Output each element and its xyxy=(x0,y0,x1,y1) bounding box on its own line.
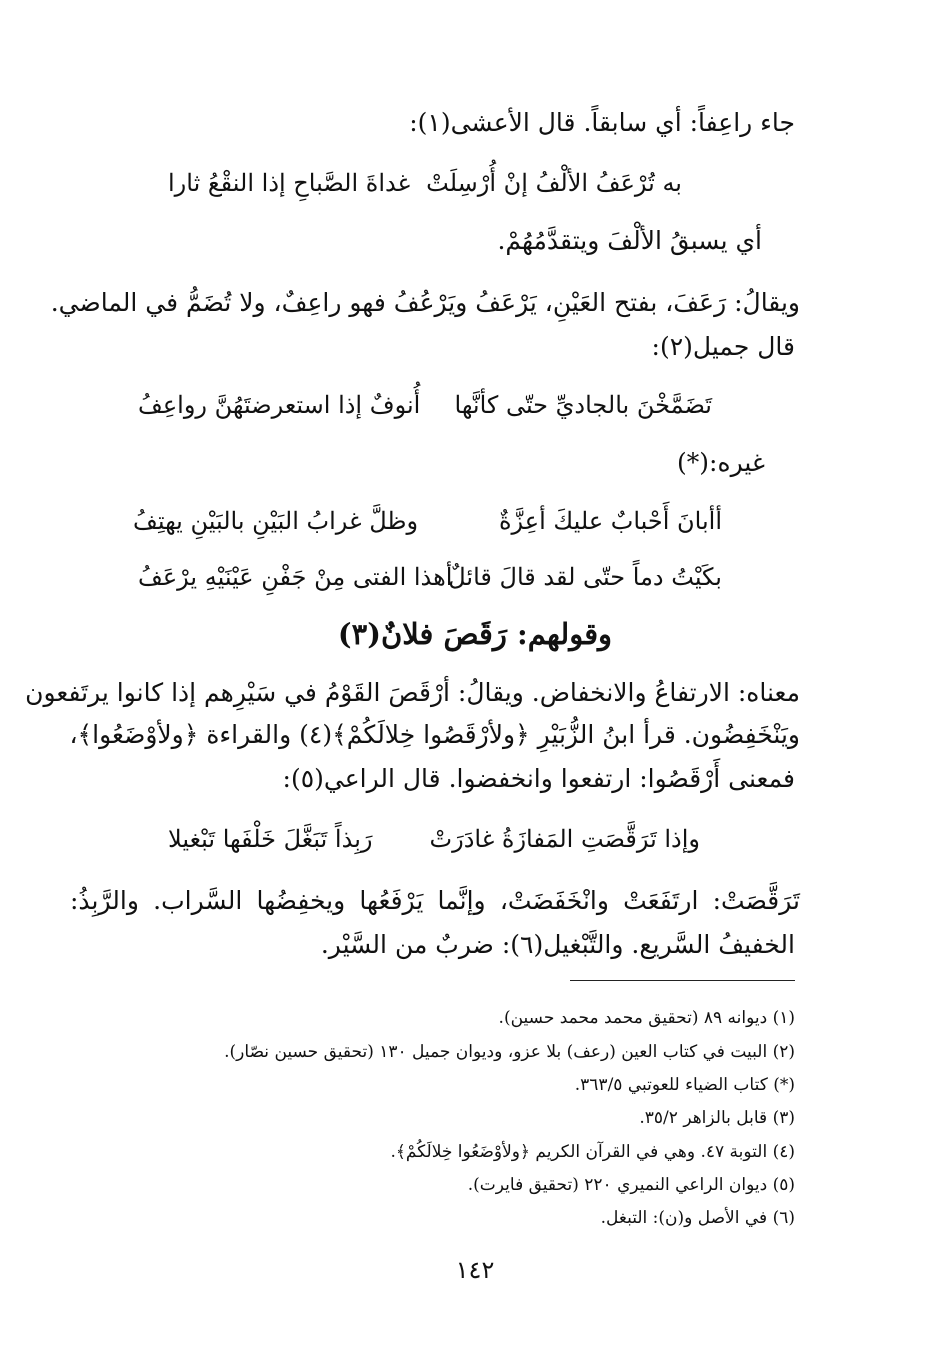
section-heading: وقولهم: رَقَصَ فلانٌ(٣) xyxy=(337,617,613,651)
paragraph-line: الخفيفُ السَّريع. والتَّبْغيل(٦): ضربٌ من السَّيْر. xyxy=(320,930,795,959)
paragraph-line: قال جميل(٢): xyxy=(651,332,795,361)
verse-hemistich-right: به تُرْعَفُ الألْفُ إنْ أُرْسِلَتْ xyxy=(426,169,682,197)
verse-hemistich-left: أهذا الفتى مِنْ جَفْنِ عَيْنَيْهِ يرْعَفُ xyxy=(138,563,453,591)
paragraph-line: غيره:(*) xyxy=(677,448,765,477)
verse-hemistich-left: غداةَ الصَّباحِ إذا النقْعُ ثارا xyxy=(168,169,411,197)
paragraph-line: معناه: الارتفاعُ والانخفاض. ويقالُ: أرْقَصَ القَوْمُ في سَيْرِهم إذا كانوا يرتَفعون xyxy=(25,678,800,707)
footnote: (٤) التوبة ٤٧. وهي في القرآن الكريم ﴿ولأوْضَعُوا خِلالَكُمْ﴾. xyxy=(390,1142,795,1162)
footnote: (*) كتاب الضياء للعوتبي ٣٦٣/٥. xyxy=(574,1075,795,1095)
verse-hemistich-right: وإذا تَرَقَّصَتِ المَفازَةُ غادَرَتْ xyxy=(429,825,700,853)
paragraph-line: تَرَقَّصَتْ: ارتَفَعَتْ وانْخَفَضَتْ، وإنَّما يَرْفَعُها ويخفِضُها السَّراب. والرَّبِذُ: xyxy=(70,886,800,915)
footnote-divider xyxy=(570,980,795,981)
paragraph-line: فمعنى أَرْقَصُوا: ارتفعوا وانخفضوا. قال الراعي(٥): xyxy=(282,764,795,793)
verse-hemistich-right: بكَيْتُ دماً حتّى لقد قالَ قائلٌ xyxy=(448,563,722,591)
verse-hemistich-right: أأبانَ أَحْبابٌ عليكَ أعِزَّةٌ xyxy=(498,507,722,535)
verse-hemistich-right: تَضَمَّخْنَ بالجاديِّ حتّى كأنَّها xyxy=(454,391,712,419)
verse-hemistich-left: وظلَّ غرابُ البَيْنِ بالبَيْنِ يهتِفُ xyxy=(133,507,419,535)
page-number: ١٤٢ xyxy=(455,1256,495,1284)
footnote: (٣) قابل بالزاهر ٣٥/٢. xyxy=(639,1108,795,1128)
footnote: (٥) ديوان الراعي النميري ٢٢٠ (تحقيق فايرت). xyxy=(467,1175,795,1195)
footnote: (٢) البيت في كتاب العين (رعف) بلا عزو، وديوان جميل ١٣٠ (تحقيق حسين نصّار). xyxy=(224,1042,795,1062)
verse-hemistich-left: أُنوفٌ إذا استعرضتَهُنَّ رواعِفُ xyxy=(138,391,421,419)
paragraph-line: أي يسبقُ الألْفَ ويتقدَّمُهُمْ. xyxy=(497,226,762,255)
paragraph-line: جاء راعِفاً: أي سابقاً. قال الأعشى(١): xyxy=(409,108,795,137)
verse-hemistich-left: رَبِذاً تَبَغَّلَ خَلْفَها تَبْغيلا xyxy=(168,825,373,853)
paragraph-line: ويقالُ: رَعَفَ، بفتح العَيْنِ، يَرْعَفُ ويَرْعُفُ فهو راعِفٌ، ولا تُضَمُّ في الماضي. xyxy=(50,288,800,317)
paragraph-line: ويَنْخَفِضُون. قرأ ابنُ الزُّبَيْرِ ﴿ولأرْقَصُوا خِلالَكُمْ﴾(٤) والقراءة ﴿ولأوْضَعُوا﴾، xyxy=(69,720,800,749)
footnote: (٦) في الأصل و(ن): التبغل. xyxy=(600,1208,795,1228)
footnote: (١) ديوانه ٨٩ (تحقيق محمد محمد حسين). xyxy=(498,1008,795,1028)
